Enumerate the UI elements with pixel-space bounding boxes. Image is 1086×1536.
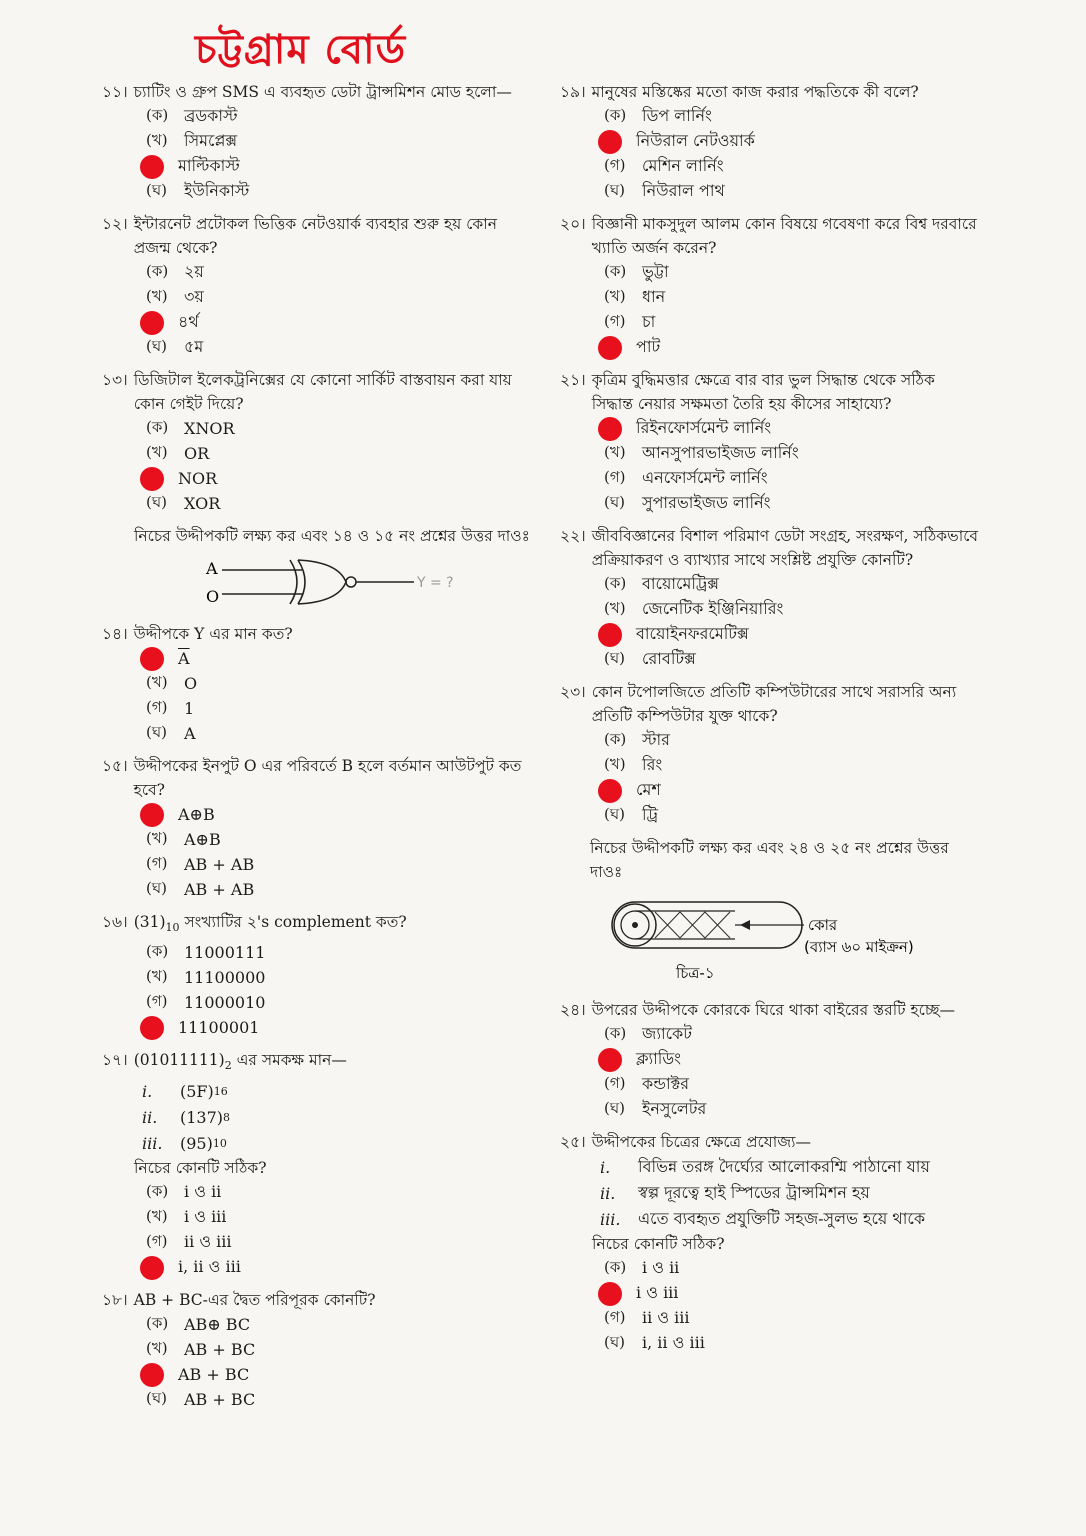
statement-text: স্বল্প দূরত্বে হাই স্পিডের ট্রান্সমিশন হয় — [638, 1182, 870, 1202]
option-text: মেশিন লার্নিং — [642, 156, 724, 175]
option-label: (খ) — [146, 443, 168, 461]
option-text: রিইনফোর্সমেন্ট লার্নিং — [636, 418, 772, 437]
option-text: নিউরাল পাথ — [642, 181, 725, 200]
base-subscript: 10 — [212, 1136, 227, 1150]
answer-option — [146, 877, 532, 902]
option-list — [604, 728, 980, 828]
option-text: কন্ডাক্টর — [642, 1074, 690, 1093]
option-text: i, ii ও iii — [642, 1333, 705, 1352]
question-stem — [102, 910, 532, 940]
option-label: (খ) — [604, 443, 626, 461]
option-text: ii ও iii — [642, 1308, 690, 1327]
question-23 — [560, 680, 980, 828]
option-label: (ঘ) — [146, 879, 167, 897]
option-text: AB + AB — [184, 880, 255, 899]
statement-label: ii. — [600, 1183, 616, 1203]
option-text: i ও ii — [184, 1182, 222, 1202]
option-label: (ক) — [146, 1182, 169, 1201]
answer-option — [146, 1205, 532, 1230]
right-column — [560, 80, 980, 1506]
option-label: (খ) — [146, 1339, 168, 1358]
option-text: ii ও iii — [184, 1232, 232, 1252]
question-text — [134, 910, 532, 940]
option-label: (খ) — [604, 755, 626, 773]
answer-option — [604, 1047, 980, 1072]
option-text: $\overline{A}$ — [178, 649, 190, 668]
option-label: (গ) — [146, 992, 168, 1011]
question-24 — [560, 998, 980, 1122]
question-text: ইন্টারনেট প্রটোকল ভিত্তিক নেটওয়ার্ক ব্যবহার শুরু হয় কোন প্রজন্ম থেকে? — [133, 215, 498, 257]
option-text: 11000010 — [184, 993, 266, 1013]
question-22 — [560, 524, 980, 672]
question-number: ২০। — [560, 215, 586, 233]
option-text: ডিপ লার্নিং — [642, 106, 712, 125]
answer-option — [146, 802, 532, 827]
option-label: (ঘ) — [604, 1333, 625, 1351]
answer-marker-dot — [140, 803, 164, 827]
answer-marker-dot — [140, 155, 164, 179]
answer-option — [604, 154, 980, 179]
question-text: চ্যাটিং ও গ্রুপ SMS এ ব্যবহৃত ডেটা ট্রান্সমিশন মোড হলো— — [133, 83, 512, 101]
answer-option — [604, 491, 980, 516]
answer-option — [146, 1362, 532, 1387]
statement-item — [600, 1154, 980, 1180]
optical-fiber-diagram — [560, 890, 980, 990]
option-label: (ক) — [604, 730, 627, 748]
question-number: ১৫। — [102, 757, 128, 775]
option-label: (খ) — [604, 599, 626, 617]
option-text: ২য় — [184, 262, 204, 281]
answer-option — [604, 597, 980, 622]
option-list — [146, 646, 532, 746]
answer-option — [146, 1255, 532, 1280]
answer-marker-dot — [140, 1363, 164, 1387]
option-list — [604, 260, 980, 360]
answer-option — [146, 310, 532, 335]
question-text: উদ্দীপকের ইনপুট O এর পরিবর্তে B হলে বর্তমান আউটপুট কত হবে? — [133, 757, 522, 799]
answer-option — [604, 416, 980, 441]
question-prompt: নিচের কোনটি সঠিক? — [134, 1159, 267, 1178]
option-label: (ক) — [604, 574, 627, 592]
answer-option — [146, 441, 532, 466]
option-text: চা — [642, 312, 656, 331]
option-label: (গ) — [146, 698, 168, 716]
option-text: 1 — [184, 699, 195, 718]
option-text: ইনসুলেটর — [642, 1099, 707, 1118]
statement-label: iii. — [142, 1133, 163, 1153]
answer-option — [146, 335, 532, 360]
fiber-core-label: কোর — [808, 916, 838, 934]
answer-option — [604, 260, 980, 285]
option-text: মাল্টিকাস্ট — [178, 156, 240, 175]
answer-option — [604, 310, 980, 335]
statement-item — [142, 1078, 532, 1104]
answer-marker-dot — [598, 1282, 622, 1306]
option-text: 11100001 — [178, 1018, 260, 1038]
option-list — [146, 416, 532, 516]
answer-marker-dot — [598, 336, 622, 360]
option-text: A⊕B — [178, 805, 215, 824]
question-text-main: (01011111) — [133, 1051, 225, 1070]
question-number: ২৫। — [560, 1133, 586, 1151]
base-subscript: 8 — [223, 1110, 231, 1124]
question-text: জীববিজ্ঞানের বিশাল পরিমাণ ডেটা সংগ্রহ, সংরক্ষণ, সঠিকভাবে প্রক্রিয়াকরণ ও ব্যাখ্যার সাথে সংশ্লিষ্ট প্রযুক্তি কোনটি? — [591, 527, 979, 569]
option-text: AB + AB — [184, 855, 255, 874]
question-text: উপরের উদ্দীপকে কোরকে ঘিরে থাকা বাইরের স্তরটি হচ্ছে— — [591, 1001, 956, 1019]
option-text: ক্ল্যাডিং — [636, 1049, 682, 1068]
answer-option — [604, 753, 980, 778]
answer-option — [146, 1337, 532, 1362]
statement-list — [600, 1154, 980, 1232]
option-list — [604, 104, 980, 204]
option-text: i ও iii — [184, 1207, 227, 1227]
answer-option — [604, 1331, 980, 1356]
option-text: এনফোর্সমেন্ট লার্নিং — [642, 468, 768, 487]
option-label: (খ) — [146, 1207, 168, 1226]
answer-option — [604, 572, 980, 597]
option-text: মেশ — [636, 780, 661, 799]
option-text: বায়োমেট্রিক্স — [642, 574, 720, 593]
left-column — [102, 80, 532, 1506]
answer-marker-dot — [598, 779, 622, 803]
answer-option — [604, 1022, 980, 1047]
answer-option — [604, 803, 980, 828]
question-stem — [102, 80, 532, 104]
answer-option — [146, 154, 532, 179]
question-stem — [560, 212, 980, 260]
statement-label: i. — [600, 1157, 611, 1177]
question-number: ২৩। — [560, 683, 586, 701]
answer-option — [146, 827, 532, 852]
option-label: (খ) — [146, 967, 168, 986]
answer-option — [604, 1306, 980, 1331]
option-text: নিউরাল নেটওয়ার্ক — [636, 131, 755, 150]
option-label: (ক) — [146, 1314, 169, 1333]
statement-text: (95) — [180, 1133, 213, 1153]
question-stem — [102, 368, 532, 416]
option-text: স্টার — [642, 730, 670, 749]
answer-option — [604, 104, 980, 129]
question-21 — [560, 368, 980, 516]
option-list — [604, 572, 980, 672]
answer-option — [146, 671, 532, 696]
question-17 — [102, 1048, 532, 1280]
question-text: উদ্দীপকের চিত্রের ক্ষেত্রে প্রযোজ্য— — [591, 1133, 812, 1151]
question-number: ১৬। — [102, 913, 128, 931]
option-text: ব্রডকাস্ট — [184, 106, 238, 125]
fiber-diameter-label: (ব্যাস ৬০ মাইক্রন) — [804, 938, 914, 956]
option-text: NOR — [178, 469, 218, 488]
option-text: ট্রি — [642, 805, 658, 824]
option-list — [146, 802, 532, 902]
answer-option — [604, 1097, 980, 1122]
option-text: OR — [184, 444, 210, 463]
option-list — [146, 1180, 532, 1280]
question-number: ২১। — [560, 371, 586, 389]
question-stem — [102, 754, 532, 802]
question-text: বিজ্ঞানী মাকসুদুল আলম কোন বিষয়ে গবেষণা করে বিশ্ব দরবারে খ্যাতি অর্জন করেন? — [591, 215, 977, 257]
answer-option — [604, 622, 980, 647]
question-prompt: নিচের কোনটি সঠিক? — [592, 1235, 725, 1253]
answer-option — [604, 1256, 980, 1281]
question-text: কৃত্রিম বুদ্ধিমত্তার ক্ষেত্রে বার বার ভুল সিদ্ধান্ত থেকে সঠিক সিদ্ধান্ত নেয়ার সক্ষমতা তৈরি হয় কীসের সাহায্যে? — [591, 371, 935, 413]
option-label: (গ) — [604, 468, 626, 486]
question-16 — [102, 910, 532, 1040]
answer-option — [604, 778, 980, 803]
question-number: ১৪। — [102, 625, 128, 643]
answer-marker-dot — [598, 1048, 622, 1072]
question-20 — [560, 212, 980, 360]
option-text: ভুট্টা — [642, 262, 669, 281]
answer-option — [146, 416, 532, 441]
answer-option — [604, 441, 980, 466]
option-label: (ঘ) — [604, 181, 625, 199]
answer-option — [604, 728, 980, 753]
option-text: i, ii ও iii — [178, 1257, 241, 1277]
question-15 — [102, 754, 532, 902]
answer-option — [604, 179, 980, 204]
option-text: ৩য় — [184, 287, 204, 306]
statement-text: এতে ব্যবহৃত প্রযুক্তিটি সহজ-সুলভ হয়ে থাকে — [638, 1208, 926, 1228]
question-text: AB + BC-এর দ্বৈত পরিপূরক কোনটি? — [133, 1291, 376, 1310]
question-stem — [560, 680, 980, 728]
option-label: (ক) — [146, 942, 169, 961]
option-text: A⊕B — [184, 830, 221, 849]
option-label: (খ) — [146, 673, 168, 691]
question-19 — [560, 80, 980, 204]
option-label: (ক) — [146, 106, 169, 124]
question-number: ১৯। — [560, 83, 586, 101]
question-number: ১৮। — [102, 1291, 128, 1310]
answer-option — [146, 965, 532, 990]
answer-option — [604, 647, 980, 672]
answer-option — [146, 852, 532, 877]
option-label: (ক) — [604, 262, 627, 280]
answer-option — [604, 1072, 980, 1097]
statement-item — [600, 1206, 980, 1232]
question-number: ১৩। — [102, 371, 128, 389]
option-text: O — [184, 674, 198, 693]
question-text: ডিজিটাল ইলেকট্রনিক্সের যে কোনো সার্কিট বাস্তবায়ন করা যায় কোন গেইট দিয়ে? — [133, 371, 512, 413]
question-text — [134, 1048, 532, 1078]
option-label: (ক) — [146, 418, 169, 436]
question-14 — [102, 622, 532, 746]
question-text-tail: এর সমকক্ষ মান— — [231, 1051, 347, 1070]
base-subscript: 2 — [224, 1059, 232, 1073]
option-text: পাট — [636, 337, 661, 356]
option-label: (ঘ) — [146, 493, 167, 511]
answer-option — [146, 491, 532, 516]
answer-marker-dot — [140, 311, 164, 335]
question-18 — [102, 1288, 532, 1412]
question-stem — [102, 622, 532, 646]
answer-option — [146, 179, 532, 204]
question-stem — [102, 1288, 532, 1312]
answer-marker-dot — [598, 417, 622, 441]
option-list — [146, 1312, 532, 1412]
answer-option — [146, 696, 532, 721]
statement-list — [142, 1078, 532, 1156]
option-label: (ক) — [604, 1024, 627, 1042]
fiber-caption: চিত্র-১ — [676, 964, 715, 982]
option-text: 11000111 — [184, 943, 266, 963]
option-text: রোবটিক্স — [642, 649, 696, 668]
answer-marker-dot — [598, 623, 622, 647]
question-stem — [102, 1048, 532, 1078]
option-label: (ঘ) — [146, 337, 167, 355]
answer-marker-dot — [140, 1256, 164, 1280]
question-11 — [102, 80, 532, 204]
gate-output: Y = ? — [417, 575, 454, 591]
option-text: AB + BC — [184, 1340, 256, 1360]
option-label: (গ) — [146, 854, 168, 872]
answer-option — [146, 285, 532, 310]
option-text: বায়োইনফরমেটিক্স — [636, 624, 749, 643]
answer-option — [146, 721, 532, 746]
option-label: (খ) — [146, 131, 168, 149]
stimulus-24-25: নিচের উদ্দীপকটি লক্ষ্য কর এবং ২৪ ও ২৫ নং প্রশ্নের উত্তর দাওঃ — [590, 839, 949, 881]
option-list — [146, 260, 532, 360]
answer-marker-dot — [140, 647, 164, 671]
statement-item — [142, 1104, 532, 1130]
answer-option — [146, 1180, 532, 1205]
question-text: উদ্দীপকে Y এর মান কত? — [133, 625, 293, 643]
option-label: (ঘ) — [604, 649, 625, 667]
option-label: (ঘ) — [604, 805, 625, 823]
answer-option — [146, 466, 532, 491]
question-text-main: (31) — [133, 913, 166, 931]
answer-option — [146, 104, 532, 129]
base-subscript: 16 — [213, 1084, 228, 1098]
option-list — [604, 1256, 980, 1356]
answer-option — [604, 1281, 980, 1306]
question-text: মানুষের মস্তিষ্কের মতো কাজ করার পদ্ধতিকে কী বলে? — [591, 83, 919, 101]
option-text: i ও iii — [636, 1283, 679, 1302]
option-list — [604, 1022, 980, 1122]
option-label: (ঘ) — [604, 1099, 625, 1117]
answer-option — [604, 285, 980, 310]
answer-option — [604, 335, 980, 360]
question-stem — [102, 212, 532, 260]
statement-label: iii. — [600, 1209, 621, 1229]
question-text-tail: সংখ্যাটির ২'s complement কত? — [179, 913, 407, 931]
question-number: ২২। — [560, 527, 586, 545]
answer-option — [146, 940, 532, 965]
question-13 — [102, 368, 532, 516]
answer-option — [146, 260, 532, 285]
option-label: (ঘ) — [604, 493, 625, 511]
statement-text: বিভিন্ন তরঙ্গ দৈর্ঘ্যের আলোকরশ্মি পাঠানো যায় — [638, 1156, 930, 1176]
option-text: সুপারভাইজড লার্নিং — [642, 493, 771, 512]
answer-option — [146, 1015, 532, 1040]
option-label: (গ) — [604, 312, 626, 330]
stimulus-14-15: নিচের উদ্দীপকটি লক্ষ্য কর এবং ১৪ ও ১৫ নং প্রশ্নের উত্তর দাওঃ — [134, 527, 530, 545]
option-text: ইউনিকাস্ট — [184, 181, 250, 200]
page-title: চট্টগ্রাম বোর্ড — [195, 27, 407, 73]
option-text: ৫ম — [184, 337, 204, 356]
option-text: AB⊕ BC — [184, 1315, 251, 1335]
answer-option — [146, 1312, 532, 1337]
option-label: (ঘ) — [146, 181, 167, 199]
option-text: জেনেটিক ইঞ্জিনিয়ারিং — [642, 599, 784, 618]
statement-item — [142, 1130, 532, 1156]
answer-marker-dot — [140, 1016, 164, 1040]
statement-text: (5F) — [180, 1081, 214, 1101]
option-text: সিমপ্লেক্স — [184, 131, 238, 150]
answer-option — [146, 129, 532, 154]
statement-item — [600, 1180, 980, 1206]
option-label: (ক) — [146, 262, 169, 280]
option-label: (ক) — [604, 1258, 627, 1276]
option-label: (গ) — [604, 1074, 626, 1092]
question-number: ১৭। — [102, 1051, 128, 1070]
answer-option — [604, 129, 980, 154]
question-25 — [560, 1130, 980, 1356]
answer-marker-dot — [598, 130, 622, 154]
answer-option — [146, 1387, 532, 1412]
option-label: (খ) — [146, 287, 168, 305]
base-subscript: 10 — [165, 921, 180, 935]
option-label: (গ) — [604, 156, 626, 174]
option-label: (খ) — [604, 287, 626, 305]
gate-input-b: O — [206, 587, 220, 606]
question-stem — [560, 1130, 980, 1154]
question-number: ১১। — [102, 83, 128, 101]
statement-text: (137) — [180, 1107, 224, 1127]
option-label: (খ) — [146, 829, 168, 847]
statement-label: ii. — [142, 1107, 158, 1127]
option-text: 11100000 — [184, 968, 266, 988]
option-label: (গ) — [604, 1308, 626, 1326]
option-text: ৪র্থ — [178, 312, 199, 331]
question-stem — [560, 524, 980, 572]
question-number: ২৪। — [560, 1001, 586, 1019]
option-label: (ক) — [604, 106, 627, 124]
question-12 — [102, 212, 532, 360]
question-stem — [560, 80, 980, 104]
question-stem — [560, 998, 980, 1022]
question-text: কোন টপোলজিতে প্রতিটি কম্পিউটারের সাথে সরাসরি অন্য প্রতিটি কম্পিউটার যুক্ত থাকে? — [591, 683, 957, 725]
answer-option — [146, 1230, 532, 1255]
option-text: XOR — [184, 494, 221, 513]
nor-gate-diagram — [162, 554, 532, 614]
option-text: রিং — [642, 755, 663, 774]
option-text: AB + BC — [178, 1365, 250, 1385]
statement-label: i. — [142, 1081, 153, 1101]
option-text: AB + BC — [184, 1390, 256, 1410]
option-text: A — [184, 724, 196, 743]
answer-option — [604, 466, 980, 491]
gate-input-a: A — [206, 559, 218, 578]
option-text: i ও ii — [642, 1258, 680, 1277]
answer-option — [146, 990, 532, 1015]
option-label: (ঘ) — [146, 1389, 167, 1408]
question-number: ১২। — [102, 215, 128, 233]
option-text: জ্যাকেট — [642, 1024, 692, 1043]
option-list — [146, 940, 532, 1040]
option-label: (গ) — [146, 1232, 168, 1251]
answer-marker-dot — [140, 467, 164, 491]
option-text: ধান — [642, 287, 666, 306]
answer-option — [146, 646, 532, 671]
question-stem — [560, 368, 980, 416]
option-list — [604, 416, 980, 516]
option-text: XNOR — [184, 419, 235, 438]
option-text: আনসুপারভাইজড লার্নিং — [642, 443, 799, 462]
option-label: (ঘ) — [146, 723, 167, 741]
option-list — [146, 104, 532, 204]
